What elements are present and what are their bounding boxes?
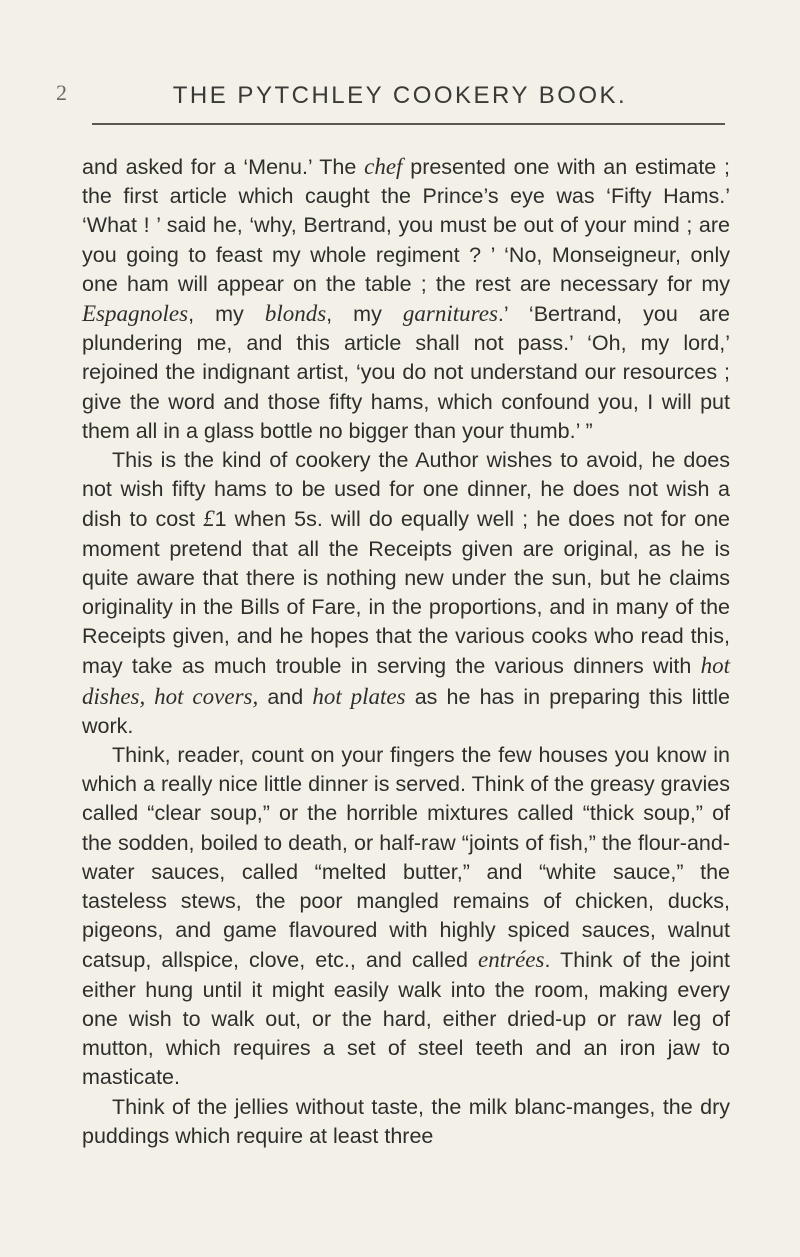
page-number: 2: [56, 80, 67, 105]
italic-garnitures: garnitures: [402, 301, 498, 327]
italic-entrees: entrées: [478, 947, 545, 973]
paragraph-1: and asked for a ‘Menu.’ The chef presented one with an estimate ; the first article which caught the Prince’s eye was ‘Fifty Hams.’ ‘What ! ’ said he, ‘why, Bertrand, you must be out of your mind ; are you going to feast my whole regiment ? ’ ‘No, Monseigneur, only one ham will appear on the table ; the rest are necessary for my Espagnoles, my blonds, my garnitures.’ ‘Bertrand, you are plundering me, and this article shall not pass.’ ‘Oh, my lord,’ rejoined the indignant artist, ‘you do not understand our resources ; give the word and those fifty hams, which confound you, I will put them all in a glass bottle no bigger than your thumb.’ ”: [82, 154, 730, 443]
italic-chef: chef: [364, 154, 403, 179]
italic-hot-plates: hot plates: [312, 683, 406, 709]
italic-blonds: blonds: [264, 301, 327, 327]
body-text: [82, 152, 730, 1151]
italic-espagnoles: Espagnoles: [82, 301, 189, 327]
paragraph-4: Think of the jellies without taste, the milk blanc-manges, the dry puddings which require at least three: [82, 1094, 730, 1148]
running-head-title: THE PYTCHLEY COOKERY BOOK.: [172, 82, 628, 109]
paragraph-2: This is the kind of cookery the Author wishes to avoid, he does not wish fifty hams to be used for one dinner, he does not wish a dish to cost £1 when 5s. will do equally well ; he does not for one moment pretend that all the Receipts given are original, as he is quite aware that there is nothing new under the sun, but he claims originality in the Bills of Fare, in the proportions, and in many of the Receipts given, and he hopes that the various cooks who read this, may take as much trouble in serving the various dinners with hot dishes, hot covers, and hot plates as he has in preparing this little work.: [82, 448, 730, 738]
paragraph-3: Think, reader, count on your fingers the few houses you know in which a really nice little dinner is served. Think of the greasy gravies called “clear soup,” or the horrible mixtures called “thick soup,” of the sodden, boiled to death, or half-raw “joints of fish,” the flour-and-water sauces, called “melted butter,” and “white sauce,” the tasteless stews, the poor mangled remains of chicken, ducks, pigeons, and game flavoured with highly spiced sauces, walnut catsup, allspice, clove, etc., and called entrées. Think of the joint either hung until it might easily walk into the room, making every one wish to walk out, or the hard, either dried-up or raw leg of mutton, which requires a set of steel teeth and an iron jaw to masticate.: [82, 743, 730, 1090]
header-rule: [92, 123, 725, 125]
italic-hot-dishes: hot dishes, hot covers,: [82, 653, 730, 709]
pound-sign: £: [203, 506, 215, 532]
